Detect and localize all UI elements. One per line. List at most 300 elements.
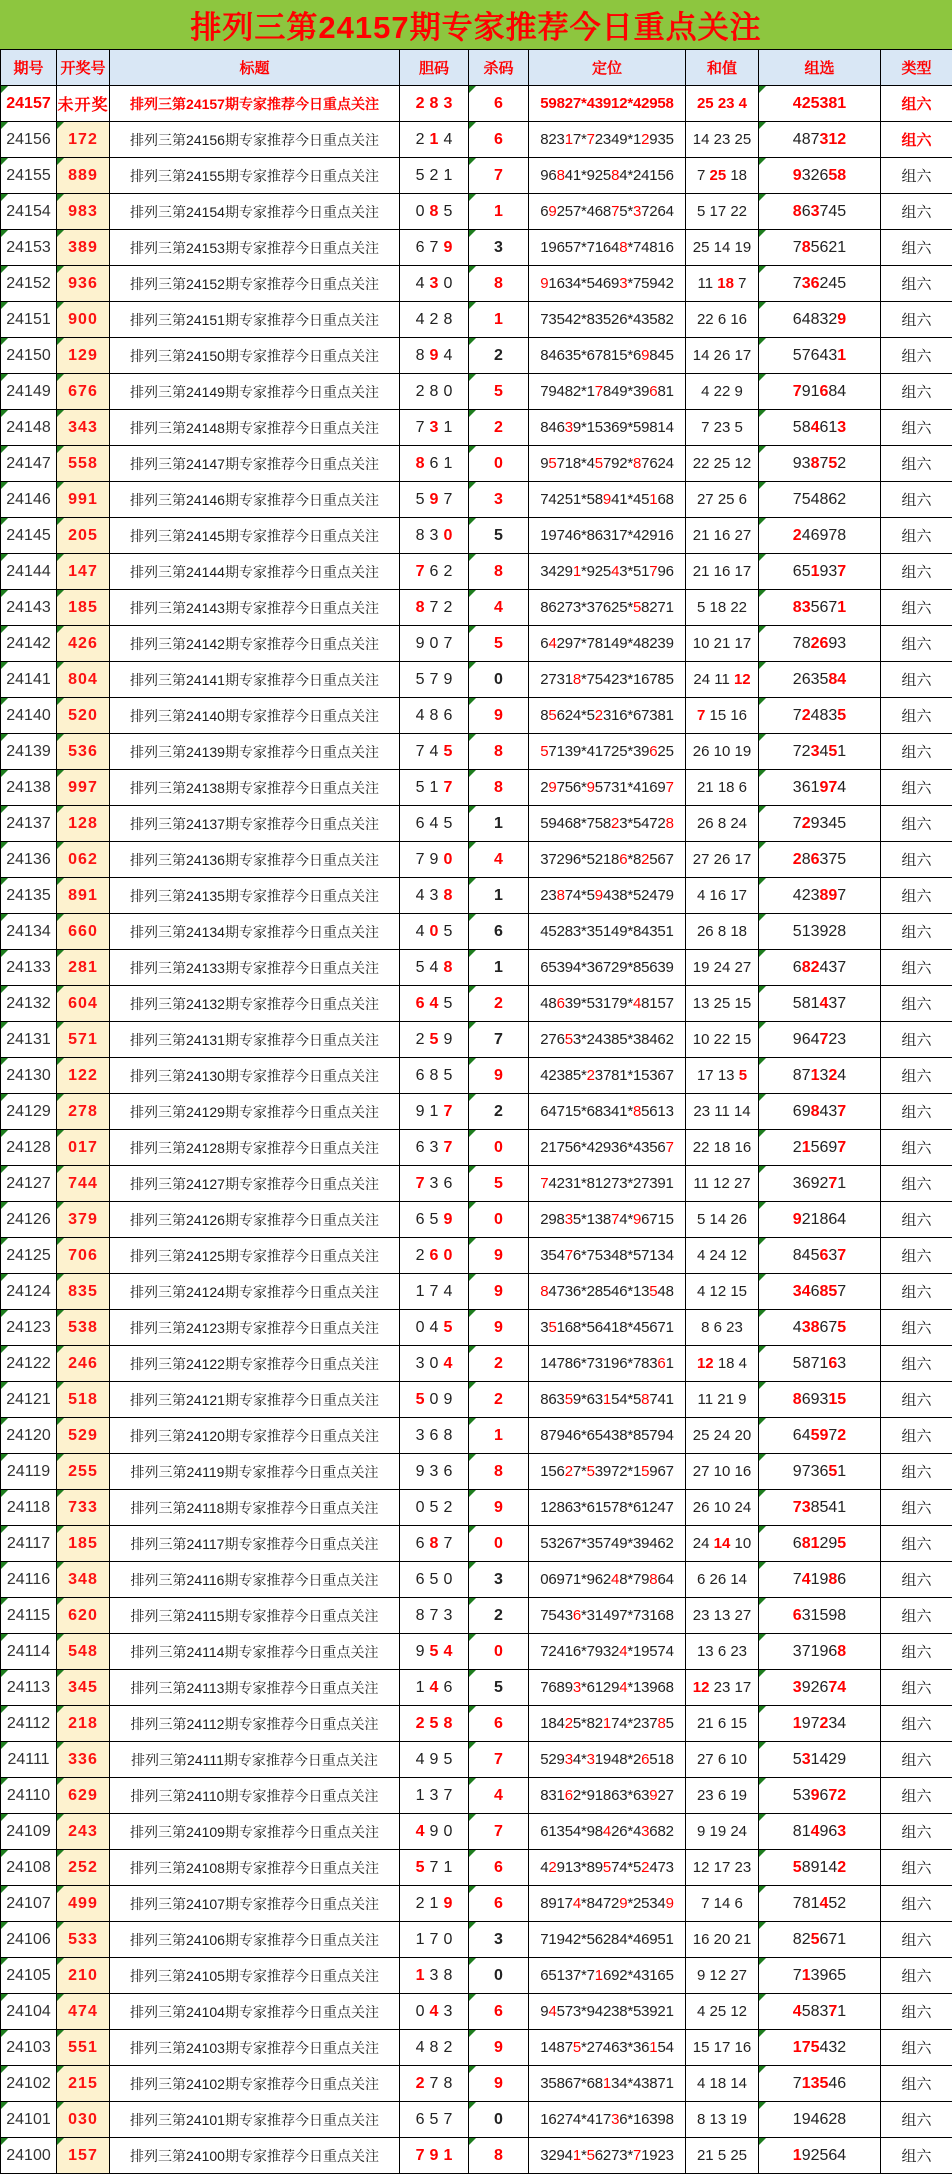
- table-row: [1, 1382, 952, 1418]
- cell-ding: 53267*35749*39462: [529, 1526, 686, 1562]
- cell-type: 组六: [881, 194, 952, 230]
- cell-ding: 34291*92543*51796: [529, 554, 686, 590]
- cell-period: 24143: [1, 590, 57, 626]
- cell-he: 26 10 19: [686, 734, 759, 770]
- cell-zu: 736245: [759, 266, 881, 302]
- cell-title: 排列三第24128期专家推荐今日重点关注: [110, 1130, 400, 1166]
- cell-title: 排列三第24126期专家推荐今日重点关注: [110, 1202, 400, 1238]
- table-row: [1, 1562, 952, 1598]
- cell-zu: 587163: [759, 1346, 881, 1382]
- cell-result: 997: [57, 770, 110, 806]
- cell-ding: 57139*41725*39625: [529, 734, 686, 770]
- cell-dan: 1 7 4: [400, 1274, 469, 1310]
- cell-type: 组六: [881, 1274, 952, 1310]
- cell-zu: 681295: [759, 1526, 881, 1562]
- table-row: [1, 1526, 952, 1562]
- cell-ding: 65394*36729*85639: [529, 950, 686, 986]
- cell-he: 27 10 16: [686, 1454, 759, 1490]
- cell-period: 24132: [1, 986, 57, 1022]
- cell-zu: 781452: [759, 1886, 881, 1922]
- cell-ding: 74251*58941*45168: [529, 482, 686, 518]
- cell-ding: 76893*61294*13968: [529, 1670, 686, 1706]
- table-row: [1, 374, 952, 410]
- cell-sha: 9: [469, 1238, 529, 1274]
- cell-dan: 8 6 1: [400, 446, 469, 482]
- cell-he: 8 13 19: [686, 2102, 759, 2138]
- cell-dan: 3 0 4: [400, 1346, 469, 1382]
- cell-zu: 648329: [759, 302, 881, 338]
- table-row: [1, 878, 952, 914]
- cell-ding: 15627*53972*15967: [529, 1454, 686, 1490]
- cell-period: 24111: [1, 1742, 57, 1778]
- cell-ding: 42913*89574*52473: [529, 1850, 686, 1886]
- cell-period: 24129: [1, 1094, 57, 1130]
- cell-result: 900: [57, 302, 110, 338]
- cell-period: 24101: [1, 2102, 57, 2138]
- cell-result: 620: [57, 1598, 110, 1634]
- cell-sha: 4: [469, 842, 529, 878]
- cell-result: 185: [57, 1526, 110, 1562]
- cell-sha: 8: [469, 2138, 529, 2174]
- cell-he: 11 18 7: [686, 266, 759, 302]
- cell-dan: 0 4 3: [400, 1994, 469, 2030]
- cell-he: 25 24 20: [686, 1418, 759, 1454]
- cell-sha: 1: [469, 950, 529, 986]
- cell-dan: 7 9 1: [400, 2138, 469, 2174]
- cell-ding: 14786*73196*78361: [529, 1346, 686, 1382]
- cell-result: 571: [57, 1022, 110, 1058]
- cell-dan: 7 3 1: [400, 410, 469, 446]
- cell-sha: 8: [469, 734, 529, 770]
- cell-he: 4 24 12: [686, 1238, 759, 1274]
- cell-result: 128: [57, 806, 110, 842]
- cell-title: 排列三第24116期专家推荐今日重点关注: [110, 1562, 400, 1598]
- cell-sha: 8: [469, 554, 529, 590]
- cell-period: 24126: [1, 1202, 57, 1238]
- cell-result: 210: [57, 1958, 110, 1994]
- table-row: [1, 1994, 952, 2030]
- cell-result: 551: [57, 2030, 110, 2066]
- cell-result: 538: [57, 1310, 110, 1346]
- cell-title: 排列三第24148期专家推荐今日重点关注: [110, 410, 400, 446]
- cell-ding: 91634*54693*75942: [529, 266, 686, 302]
- cell-dan: 4 9 5: [400, 1742, 469, 1778]
- table-row: [1, 1706, 952, 1742]
- cell-result: 936: [57, 266, 110, 302]
- cell-type: 组六: [881, 1634, 952, 1670]
- cell-type: 组六: [881, 662, 952, 698]
- cell-period: 24144: [1, 554, 57, 590]
- cell-period: 24118: [1, 1490, 57, 1526]
- cell-title: 排列三第24100期专家推荐今日重点关注: [110, 2138, 400, 2174]
- table-row: [1, 158, 952, 194]
- cell-dan: 2 8 0: [400, 374, 469, 410]
- table-row: [1, 2030, 952, 2066]
- cell-ding: 72416*79324*19574: [529, 1634, 686, 1670]
- cell-he: 6 26 14: [686, 1562, 759, 1598]
- table-row: [1, 1850, 952, 1886]
- cell-dan: 8 7 2: [400, 590, 469, 626]
- cell-title: 排列三第24144期专家推荐今日重点关注: [110, 554, 400, 590]
- table-row: [1, 1166, 952, 1202]
- cell-sha: 2: [469, 986, 529, 1022]
- cell-ding: 79482*17849*39681: [529, 374, 686, 410]
- cell-result: 604: [57, 986, 110, 1022]
- cell-zu: 845637: [759, 1238, 881, 1274]
- cell-ding: 06971*96248*79864: [529, 1562, 686, 1598]
- cell-he: 27 25 6: [686, 482, 759, 518]
- cell-sha: 6: [469, 122, 529, 158]
- cell-type: 组六: [881, 1958, 952, 1994]
- cell-ding: 45283*35149*84351: [529, 914, 686, 950]
- cell-result: 991: [57, 482, 110, 518]
- cell-he: 14 23 25: [686, 122, 759, 158]
- cell-period: 24153: [1, 230, 57, 266]
- cell-title: 排列三第24124期专家推荐今日重点关注: [110, 1274, 400, 1310]
- cell-he: 16 20 21: [686, 1922, 759, 1958]
- cell-ding: 16274*41736*16398: [529, 2102, 686, 2138]
- cell-sha: 6: [469, 1886, 529, 1922]
- cell-title: 排列三第24108期专家推荐今日重点关注: [110, 1850, 400, 1886]
- cell-zu: 631598: [759, 1598, 881, 1634]
- cell-dan: 1 3 8: [400, 1958, 469, 1994]
- cell-zu: 531429: [759, 1742, 881, 1778]
- cell-sha: 9: [469, 2066, 529, 2102]
- cell-result: 未开奖: [57, 86, 110, 122]
- cell-period: 24138: [1, 770, 57, 806]
- cell-title: 排列三第24150期专家推荐今日重点关注: [110, 338, 400, 374]
- cell-he: 24 14 10: [686, 1526, 759, 1562]
- cell-type: 组六: [881, 734, 952, 770]
- cell-result: 030: [57, 2102, 110, 2138]
- cell-he: 27 6 10: [686, 1742, 759, 1778]
- cell-dan: 1 7 0: [400, 1922, 469, 1958]
- table-row: [1, 1418, 952, 1454]
- cell-type: 组六: [881, 410, 952, 446]
- cell-sha: 1: [469, 806, 529, 842]
- cell-ding: 95718*45792*87624: [529, 446, 686, 482]
- cell-period: 24119: [1, 1454, 57, 1490]
- cell-zu: 682437: [759, 950, 881, 986]
- cell-title: 排列三第24132期专家推荐今日重点关注: [110, 986, 400, 1022]
- cell-he: 11 21 9: [686, 1382, 759, 1418]
- table-row: [1, 1130, 952, 1166]
- cell-type: 组六: [881, 1526, 952, 1562]
- cell-dan: 0 5 2: [400, 1490, 469, 1526]
- cell-type: 组六: [881, 1382, 952, 1418]
- cell-type: 组六: [881, 626, 952, 662]
- cell-type: 组六: [881, 914, 952, 950]
- table-body: [1, 86, 952, 2174]
- cell-he: 24 11 12: [686, 662, 759, 698]
- cell-period: 24123: [1, 1310, 57, 1346]
- table-row: [1, 1634, 952, 1670]
- table-row: [1, 914, 952, 950]
- cell-dan: 6 5 9: [400, 1202, 469, 1238]
- cell-he: 7 25 18: [686, 158, 759, 194]
- cell-zu: 645972: [759, 1418, 881, 1454]
- col-header-result: 开奖号: [57, 50, 110, 86]
- table-row: [1, 2102, 952, 2138]
- cell-dan: 1 4 6: [400, 1670, 469, 1706]
- cell-sha: 5: [469, 1166, 529, 1202]
- cell-type: 组六: [881, 1454, 952, 1490]
- cell-sha: 6: [469, 86, 529, 122]
- cell-he: 26 10 24: [686, 1490, 759, 1526]
- cell-he: 11 12 27: [686, 1166, 759, 1202]
- cell-title: 排列三第24103期专家推荐今日重点关注: [110, 2030, 400, 2066]
- cell-zu: 724835: [759, 698, 881, 734]
- cell-period: 24112: [1, 1706, 57, 1742]
- cell-sha: 6: [469, 1994, 529, 2030]
- cell-dan: 5 0 9: [400, 1382, 469, 1418]
- cell-dan: 2 5 8: [400, 1706, 469, 1742]
- cell-dan: 6 8 5: [400, 1058, 469, 1094]
- cell-sha: 0: [469, 446, 529, 482]
- cell-ding: 89174*84729*25349: [529, 1886, 686, 1922]
- cell-title: 排列三第24139期专家推荐今日重点关注: [110, 734, 400, 770]
- cell-sha: 2: [469, 1094, 529, 1130]
- cell-period: 24137: [1, 806, 57, 842]
- cell-period: 24150: [1, 338, 57, 374]
- cell-ding: 84639*15369*59814: [529, 410, 686, 446]
- cell-dan: 4 8 2: [400, 2030, 469, 2066]
- cell-dan: 4 3 0: [400, 266, 469, 302]
- cell-sha: 6: [469, 1706, 529, 1742]
- cell-dan: 7 6 2: [400, 554, 469, 590]
- cell-sha: 0: [469, 662, 529, 698]
- cell-title: 排列三第24102期专家推荐今日重点关注: [110, 2066, 400, 2102]
- cell-dan: 7 4 5: [400, 734, 469, 770]
- cell-period: 24156: [1, 122, 57, 158]
- cell-sha: 8: [469, 1454, 529, 1490]
- cell-dan: 5 7 1: [400, 1850, 469, 1886]
- cell-type: 组六: [881, 1922, 952, 1958]
- cell-result: 660: [57, 914, 110, 950]
- cell-sha: 7: [469, 1742, 529, 1778]
- table-row: [1, 698, 952, 734]
- cell-ding: 64297*78149*48239: [529, 626, 686, 662]
- cell-dan: 5 9 7: [400, 482, 469, 518]
- cell-sha: 9: [469, 1058, 529, 1094]
- cell-ding: 52934*31948*26518: [529, 1742, 686, 1778]
- cell-he: 4 22 9: [686, 374, 759, 410]
- table-row: [1, 302, 952, 338]
- cell-he: 21 16 27: [686, 518, 759, 554]
- cell-he: 12 23 17: [686, 1670, 759, 1706]
- cell-type: 组六: [881, 2102, 952, 2138]
- cell-he: 22 18 16: [686, 1130, 759, 1166]
- cell-he: 26 8 18: [686, 914, 759, 950]
- cell-result: 629: [57, 1778, 110, 1814]
- col-header-type: 类型: [881, 50, 952, 86]
- cell-result: 499: [57, 1886, 110, 1922]
- cell-dan: 6 8 7: [400, 1526, 469, 1562]
- cell-title: 排列三第24110期专家推荐今日重点关注: [110, 1778, 400, 1814]
- cell-he: 21 16 17: [686, 554, 759, 590]
- cell-zu: 713965: [759, 1958, 881, 1994]
- col-header-dan: 胆码: [400, 50, 469, 86]
- cell-sha: 0: [469, 1958, 529, 1994]
- cell-zu: 869315: [759, 1382, 881, 1418]
- cell-dan: 9 0 7: [400, 626, 469, 662]
- cell-period: 24128: [1, 1130, 57, 1166]
- cell-zu: 438675: [759, 1310, 881, 1346]
- cell-sha: 5: [469, 374, 529, 410]
- table-row: [1, 410, 952, 446]
- cell-period: 24131: [1, 1022, 57, 1058]
- table-row: [1, 842, 952, 878]
- cell-type: 组六: [881, 806, 952, 842]
- cell-type: 组六: [881, 86, 952, 122]
- cell-he: 21 5 25: [686, 2138, 759, 2174]
- cell-type: 组六: [881, 1238, 952, 1274]
- cell-sha: 0: [469, 1130, 529, 1166]
- cell-result: 706: [57, 1238, 110, 1274]
- table-row: [1, 1670, 952, 1706]
- cell-type: 组六: [881, 482, 952, 518]
- cell-zu: 651937: [759, 554, 881, 590]
- cell-sha: 2: [469, 1382, 529, 1418]
- cell-sha: 8: [469, 266, 529, 302]
- cell-dan: 5 4 8: [400, 950, 469, 986]
- table-row: [1, 1598, 952, 1634]
- table-row: [1, 1742, 952, 1778]
- cell-sha: 7: [469, 158, 529, 194]
- cell-sha: 0: [469, 1526, 529, 1562]
- cell-title: 排列三第24120期专家推荐今日重点关注: [110, 1418, 400, 1454]
- cell-zu: 782693: [759, 626, 881, 662]
- cell-result: 983: [57, 194, 110, 230]
- cell-he: 5 14 26: [686, 1202, 759, 1238]
- cell-dan: 7 9 0: [400, 842, 469, 878]
- cell-dan: 6 4 5: [400, 806, 469, 842]
- cell-period: 24113: [1, 1670, 57, 1706]
- cell-title: 排列三第24109期专家推荐今日重点关注: [110, 1814, 400, 1850]
- cell-type: 组六: [881, 374, 952, 410]
- cell-title: 排列三第24112期专家推荐今日重点关注: [110, 1706, 400, 1742]
- cell-ding: 23874*59438*52479: [529, 878, 686, 914]
- cell-dan: 1 3 7: [400, 1778, 469, 1814]
- cell-sha: 7: [469, 1814, 529, 1850]
- cell-type: 组六: [881, 1310, 952, 1346]
- cell-zu: 738541: [759, 1490, 881, 1526]
- col-header-zu: 组选: [759, 50, 881, 86]
- cell-zu: 785621: [759, 230, 881, 266]
- cell-title: 排列三第24101期专家推荐今日重点关注: [110, 2102, 400, 2138]
- cell-period: 24133: [1, 950, 57, 986]
- cell-sha: 9: [469, 1274, 529, 1310]
- cell-result: 518: [57, 1382, 110, 1418]
- cell-he: 23 11 14: [686, 1094, 759, 1130]
- cell-period: 24107: [1, 1886, 57, 1922]
- cell-zu: 346857: [759, 1274, 881, 1310]
- cell-dan: 2 5 9: [400, 1022, 469, 1058]
- cell-ding: 14875*27463*36154: [529, 2030, 686, 2066]
- cell-ding: 85624*52316*67381: [529, 698, 686, 734]
- cell-period: 24121: [1, 1382, 57, 1418]
- cell-title: 排列三第24145期专家推荐今日重点关注: [110, 518, 400, 554]
- cell-result: 345: [57, 1670, 110, 1706]
- cell-title: 排列三第24122期专家推荐今日重点关注: [110, 1346, 400, 1382]
- cell-he: 23 6 19: [686, 1778, 759, 1814]
- cell-ding: 42385*23781*15367: [529, 1058, 686, 1094]
- cell-zu: 175432: [759, 2030, 881, 2066]
- cell-result: 147: [57, 554, 110, 590]
- cell-type: 组六: [881, 1058, 952, 1094]
- cell-zu: 194628: [759, 2102, 881, 2138]
- cell-type: 组六: [881, 1886, 952, 1922]
- cell-ding: 87946*65438*85794: [529, 1418, 686, 1454]
- cell-period: 24117: [1, 1526, 57, 1562]
- page-title: 排列三第24157期专家推荐今日重点关注: [190, 10, 762, 45]
- cell-period: 24114: [1, 1634, 57, 1670]
- cell-result: 215: [57, 2066, 110, 2102]
- cell-type: 组六: [881, 1778, 952, 1814]
- table-row: [1, 770, 952, 806]
- cell-he: 10 22 15: [686, 1022, 759, 1058]
- cell-result: 426: [57, 626, 110, 662]
- cell-title: 排列三第24133期专家推荐今日重点关注: [110, 950, 400, 986]
- cell-period: 24148: [1, 410, 57, 446]
- cell-type: 组六: [881, 1346, 952, 1382]
- cell-type: 组六: [881, 518, 952, 554]
- cell-zu: 871324: [759, 1058, 881, 1094]
- cell-he: 13 25 15: [686, 986, 759, 1022]
- cell-he: 15 17 16: [686, 2030, 759, 2066]
- cell-dan: 2 1 9: [400, 1886, 469, 1922]
- cell-period: 24124: [1, 1274, 57, 1310]
- cell-zu: 973651: [759, 1454, 881, 1490]
- cell-result: 343: [57, 410, 110, 446]
- cell-ding: 59827*43912*42958: [529, 86, 686, 122]
- page-title-bar: [0, 0, 952, 49]
- cell-zu: 932658: [759, 158, 881, 194]
- cell-dan: 6 5 0: [400, 1562, 469, 1598]
- cell-type: 组六: [881, 1166, 952, 1202]
- cell-dan: 2 8 3: [400, 86, 469, 122]
- cell-sha: 4: [469, 1778, 529, 1814]
- cell-type: 组六: [881, 1130, 952, 1166]
- cell-period: 24108: [1, 1850, 57, 1886]
- cell-dan: 5 2 1: [400, 158, 469, 194]
- cell-result: 205: [57, 518, 110, 554]
- cell-zu: 423897: [759, 878, 881, 914]
- cell-result: 218: [57, 1706, 110, 1742]
- table-row: [1, 1958, 952, 1994]
- cell-title: 排列三第24151期专家推荐今日重点关注: [110, 302, 400, 338]
- cell-type: 组六: [881, 1994, 952, 2030]
- cell-he: 5 17 22: [686, 194, 759, 230]
- cell-title: 排列三第24114期专家推荐今日重点关注: [110, 1634, 400, 1670]
- cell-result: 529: [57, 1418, 110, 1454]
- cell-sha: 6: [469, 914, 529, 950]
- cell-result: 548: [57, 1634, 110, 1670]
- cell-title: 排列三第24104期专家推荐今日重点关注: [110, 1994, 400, 2030]
- cell-zu: 539672: [759, 1778, 881, 1814]
- cell-title: 排列三第24129期专家推荐今日重点关注: [110, 1094, 400, 1130]
- table-row: [1, 1922, 952, 1958]
- cell-he: 4 25 12: [686, 1994, 759, 2030]
- cell-sha: 0: [469, 1202, 529, 1238]
- cell-type: 组六: [881, 1742, 952, 1778]
- cell-sha: 9: [469, 2030, 529, 2066]
- cell-ding: 19657*71648*74816: [529, 230, 686, 266]
- cell-type: 组六: [881, 1598, 952, 1634]
- table-row: [1, 86, 952, 122]
- cell-period: 24146: [1, 482, 57, 518]
- cell-he: 5 18 22: [686, 590, 759, 626]
